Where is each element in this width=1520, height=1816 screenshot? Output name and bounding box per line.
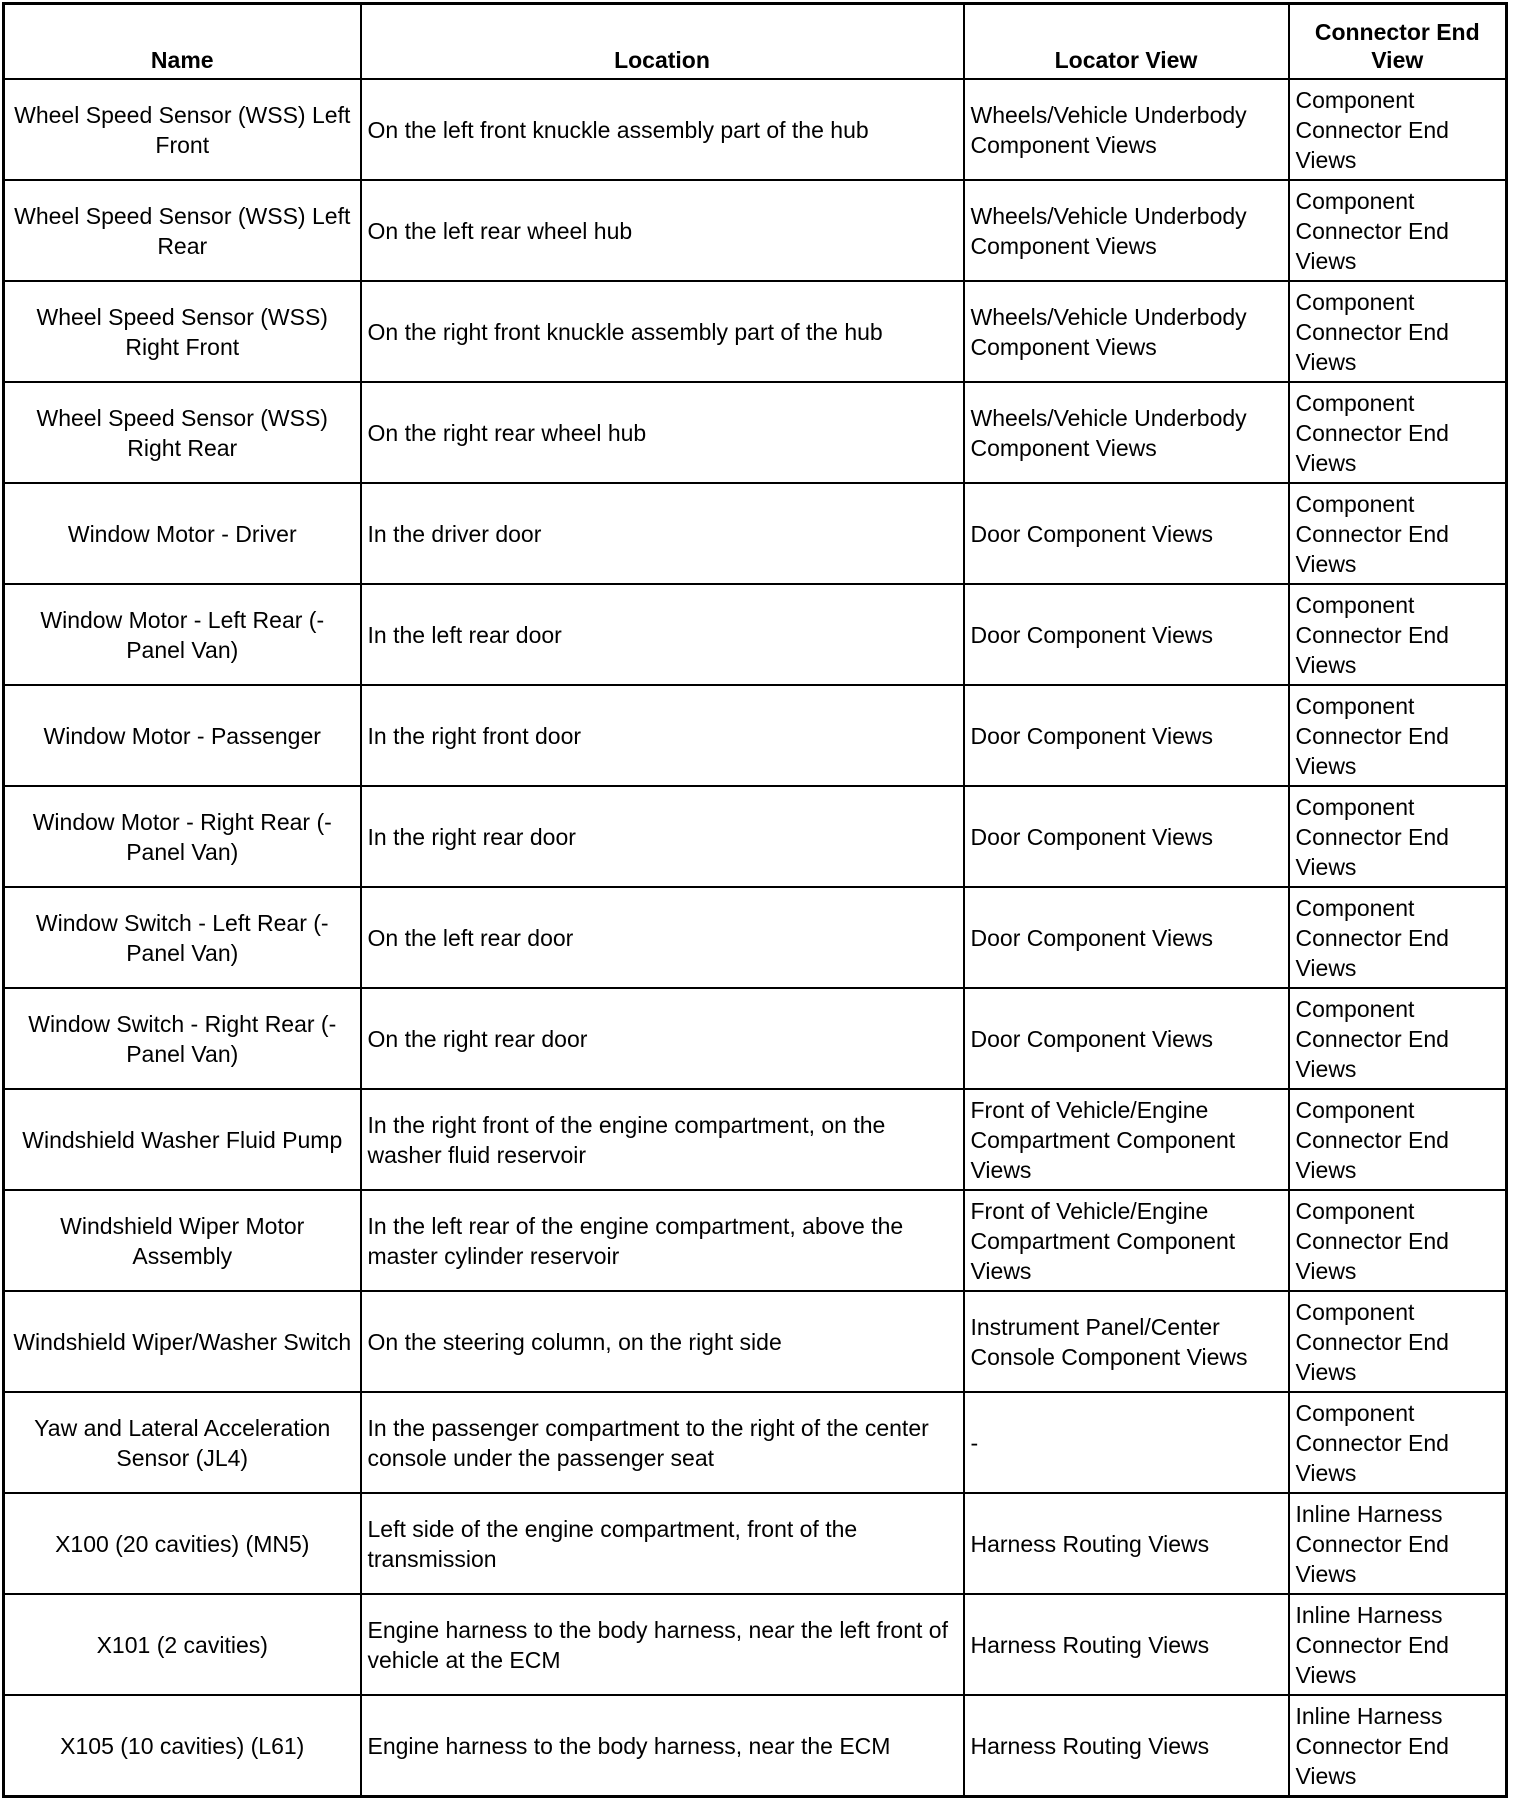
cell-location: On the left rear door [361, 887, 964, 988]
cell-location: On the left front knuckle assembly part of the hub [361, 79, 964, 180]
cell-location: On the right rear wheel hub [361, 382, 964, 483]
cell-locator-view: - [964, 1392, 1289, 1493]
table-row [4, 887, 1507, 988]
table-row [4, 1392, 1507, 1493]
cell-name: X101 (2 cavities) [4, 1594, 361, 1695]
cell-locator-view: Front of Vehicle/Engine Compartment Component Views [964, 1190, 1289, 1291]
table-row [4, 988, 1507, 1089]
table-row [4, 281, 1507, 382]
cell-location: On the right rear door [361, 988, 964, 1089]
cell-locator-view: Wheels/Vehicle Underbody Component Views [964, 281, 1289, 382]
cell-locator-view: Harness Routing Views [964, 1594, 1289, 1695]
cell-location: In the right rear door [361, 786, 964, 887]
cell-locator-view: Door Component Views [964, 685, 1289, 786]
cell-name: Windshield Wiper/Washer Switch [4, 1291, 361, 1392]
cell-name: Window Motor - Left Rear (-Panel Van) [4, 584, 361, 685]
cell-location: In the right front door [361, 685, 964, 786]
cell-locator-view: Door Component Views [964, 584, 1289, 685]
cell-name: Yaw and Lateral Acceleration Sensor (JL4) [4, 1392, 361, 1493]
table-row [4, 685, 1507, 786]
cell-locator-view: Wheels/Vehicle Underbody Component Views [964, 79, 1289, 180]
cell-name: Window Motor - Driver [4, 483, 361, 584]
header-row [4, 4, 1507, 80]
table-row [4, 1089, 1507, 1190]
cell-locator-view: Wheels/Vehicle Underbody Component Views [964, 180, 1289, 281]
cell-connector-end-view: Component Connector End Views [1289, 1291, 1507, 1392]
table-header [4, 4, 1507, 80]
cell-name: X100 (20 cavities) (MN5) [4, 1493, 361, 1594]
header-connector-end-view: Connector End View [1289, 4, 1507, 80]
cell-location: In the passenger compartment to the right of the center console under the passenger seat [361, 1392, 964, 1493]
cell-connector-end-view: Inline Harness Connector End Views [1289, 1594, 1507, 1695]
table-row [4, 79, 1507, 180]
cell-connector-end-view: Component Connector End Views [1289, 281, 1507, 382]
cell-connector-end-view: Component Connector End Views [1289, 988, 1507, 1089]
table-row [4, 1291, 1507, 1392]
cell-locator-view: Instrument Panel/Center Console Component Views [964, 1291, 1289, 1392]
cell-name: X105 (10 cavities) (L61) [4, 1695, 361, 1797]
cell-connector-end-view: Component Connector End Views [1289, 483, 1507, 584]
table-row [4, 483, 1507, 584]
header-location: Location [361, 4, 964, 80]
table-row [4, 1594, 1507, 1695]
cell-name: Windshield Washer Fluid Pump [4, 1089, 361, 1190]
cell-location: On the steering column, on the right side [361, 1291, 964, 1392]
cell-locator-view: Door Component Views [964, 887, 1289, 988]
cell-locator-view: Door Component Views [964, 988, 1289, 1089]
cell-name: Window Switch - Right Rear (-Panel Van) [4, 988, 361, 1089]
cell-location: Engine harness to the body harness, near the left front of vehicle at the ECM [361, 1594, 964, 1695]
cell-connector-end-view: Component Connector End Views [1289, 1089, 1507, 1190]
table-row [4, 786, 1507, 887]
cell-location: In the left rear door [361, 584, 964, 685]
cell-connector-end-view: Component Connector End Views [1289, 180, 1507, 281]
table-row [4, 1493, 1507, 1594]
cell-location: On the right front knuckle assembly part of the hub [361, 281, 964, 382]
cell-connector-end-view: Inline Harness Connector End Views [1289, 1493, 1507, 1594]
table-row [4, 180, 1507, 281]
cell-connector-end-view: Inline Harness Connector End Views [1289, 1695, 1507, 1797]
cell-name: Windshield Wiper Motor Assembly [4, 1190, 361, 1291]
cell-locator-view: Harness Routing Views [964, 1695, 1289, 1797]
cell-locator-view: Door Component Views [964, 786, 1289, 887]
table-row [4, 584, 1507, 685]
cell-connector-end-view: Component Connector End Views [1289, 1392, 1507, 1493]
cell-connector-end-view: Component Connector End Views [1289, 79, 1507, 180]
header-locator-view: Locator View [964, 4, 1289, 80]
cell-locator-view: Wheels/Vehicle Underbody Component Views [964, 382, 1289, 483]
cell-name: Wheel Speed Sensor (WSS) Left Rear [4, 180, 361, 281]
cell-connector-end-view: Component Connector End Views [1289, 685, 1507, 786]
cell-location: In the right front of the engine compartment, on the washer fluid reservoir [361, 1089, 964, 1190]
cell-location: In the left rear of the engine compartment, above the master cylinder reservoir [361, 1190, 964, 1291]
component-locator-table [2, 2, 1508, 1798]
cell-location: Left side of the engine compartment, front of the transmission [361, 1493, 964, 1594]
cell-locator-view: Harness Routing Views [964, 1493, 1289, 1594]
cell-connector-end-view: Component Connector End Views [1289, 1190, 1507, 1291]
table-row [4, 1695, 1507, 1797]
cell-locator-view: Door Component Views [964, 483, 1289, 584]
table-body [4, 79, 1507, 1797]
cell-name: Window Switch - Left Rear (-Panel Van) [4, 887, 361, 988]
cell-locator-view: Front of Vehicle/Engine Compartment Component Views [964, 1089, 1289, 1190]
table-row [4, 382, 1507, 483]
cell-name: Wheel Speed Sensor (WSS) Left Front [4, 79, 361, 180]
cell-name: Window Motor - Passenger [4, 685, 361, 786]
cell-name: Wheel Speed Sensor (WSS) Right Rear [4, 382, 361, 483]
cell-connector-end-view: Component Connector End Views [1289, 584, 1507, 685]
cell-connector-end-view: Component Connector End Views [1289, 786, 1507, 887]
cell-name: Wheel Speed Sensor (WSS) Right Front [4, 281, 361, 382]
header-name: Name [4, 4, 361, 80]
table-row [4, 1190, 1507, 1291]
cell-location: Engine harness to the body harness, near the ECM [361, 1695, 964, 1797]
cell-location: In the driver door [361, 483, 964, 584]
cell-connector-end-view: Component Connector End Views [1289, 382, 1507, 483]
cell-location: On the left rear wheel hub [361, 180, 964, 281]
cell-name: Window Motor - Right Rear (-Panel Van) [4, 786, 361, 887]
cell-connector-end-view: Component Connector End Views [1289, 887, 1507, 988]
